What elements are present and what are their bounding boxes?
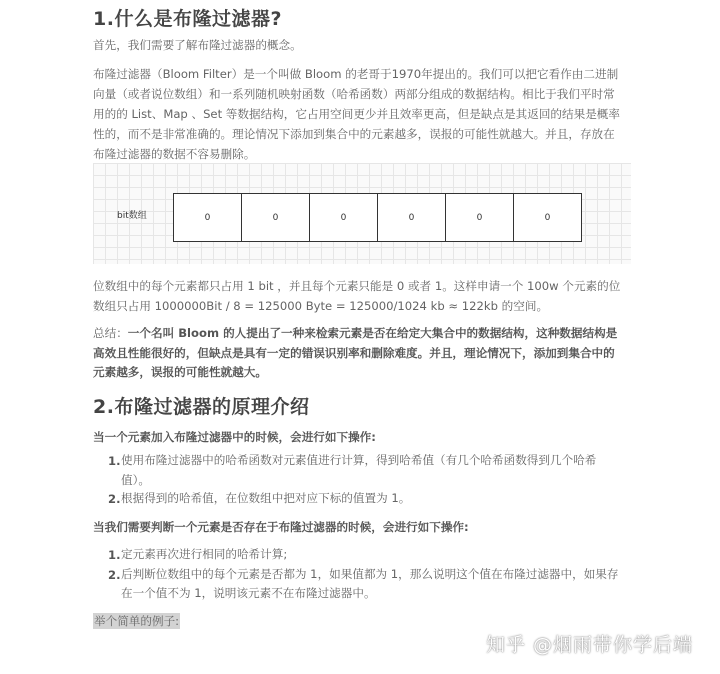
- step-text: 后判断位数组中的每个元素是否都为 1，如果值都为 1，那么说明这个值在布隆过滤器中，如果存: [121, 567, 619, 581]
- bit-cell: 0: [445, 193, 514, 242]
- summary-prefix: 总结：: [93, 326, 128, 340]
- step-text: 定元素再次进行相同的哈希计算;: [121, 547, 288, 561]
- bit-cell: 0: [377, 193, 446, 242]
- definition-line: 布隆过滤器的数据不容易删除。: [93, 147, 256, 161]
- definition-line: 布隆过滤器（Bloom Filter）是一个叫做 Bloom 的老哥于1970年提出的。我们可以把它看作由二进制: [93, 67, 619, 81]
- step-text: 在一个值不为 1，说明该元素不在布隆过滤器中。: [121, 586, 376, 600]
- example-heading: 举个简单的例子:: [94, 614, 180, 628]
- bit-array-label: bit数组: [117, 211, 147, 221]
- section-2-title: 2.布隆过滤器的原理介绍: [93, 396, 310, 418]
- section-1-title: 1.什么是布隆过滤器?: [93, 8, 282, 30]
- summary-line: 高效且性能很好的，但缺点是具有一定的错误识别率和删除难度。并且，理论情况下，添加到集合中的: [93, 346, 615, 360]
- step-number: 2.: [108, 492, 121, 506]
- step-text: 根据得到的哈希值，在位数组中把对应下标的值置为 1。: [121, 491, 411, 505]
- step-text: 值）。: [121, 473, 150, 487]
- step-number: 1.: [108, 454, 121, 468]
- summary-text: 一个名叫 Bloom 的人提出了一种来检索元素是否在给定大集合中的数据结构，这种数据结构是: [127, 326, 618, 340]
- definition-line: 性的，而不是非常准确的。理论情况下添加到集合中的元素越多，误报的可能性就越大。并且，存放在: [93, 127, 615, 141]
- summary-line: 元素越多，误报的可能性就越大。: [93, 365, 267, 379]
- bit-cell: 0: [309, 193, 378, 242]
- step-text: 使用布隆过滤器中的哈希函数对元素值进行计算，得到哈希值（有几个哈希函数得到几个哈希: [121, 453, 597, 467]
- add-heading: 当一个元素加入布隆过滤器中的时候，会进行如下操作:: [93, 430, 376, 444]
- bits-line: 数组只占用 1000000Bit / 8 = 125000 Byte = 125000/1024 kb ≈ 122kb 的空间。: [93, 299, 549, 313]
- step-number: 2.: [108, 568, 121, 582]
- bit-array-cells: [174, 193, 582, 242]
- definition-line: 用的的 List、Map 、Set 等数据结构，它占用空间更少并且效率更高，但是缺点是其返回的结果是概率: [93, 107, 620, 121]
- bits-line: 位数组中的每个元素都只占用 1 bit ，并且每个元素只能是 0 或者 1。这样申请一个 100w 个元素的位: [93, 279, 621, 293]
- check-heading: 当我们需要判断一个元素是否存在于布隆过滤器的时候，会进行如下操作:: [93, 520, 469, 534]
- definition-line: 向量（或者说位数组）和一系列随机映射函数（哈希函数）两部分组成的数据结构。相比于我们平时常: [93, 87, 615, 101]
- summary-line: [93, 323, 617, 344]
- zhihu-watermark: 知乎 @烟雨带你学后端: [486, 634, 694, 656]
- step-number: 1.: [108, 548, 121, 562]
- intro-paragraph: 首先，我们需要了解布隆过滤器的概念。: [93, 38, 302, 52]
- bit-array-figure: [93, 163, 631, 264]
- bit-cell: 0: [513, 193, 582, 242]
- bit-cell: 0: [173, 193, 242, 242]
- bit-cell: 0: [241, 193, 310, 242]
